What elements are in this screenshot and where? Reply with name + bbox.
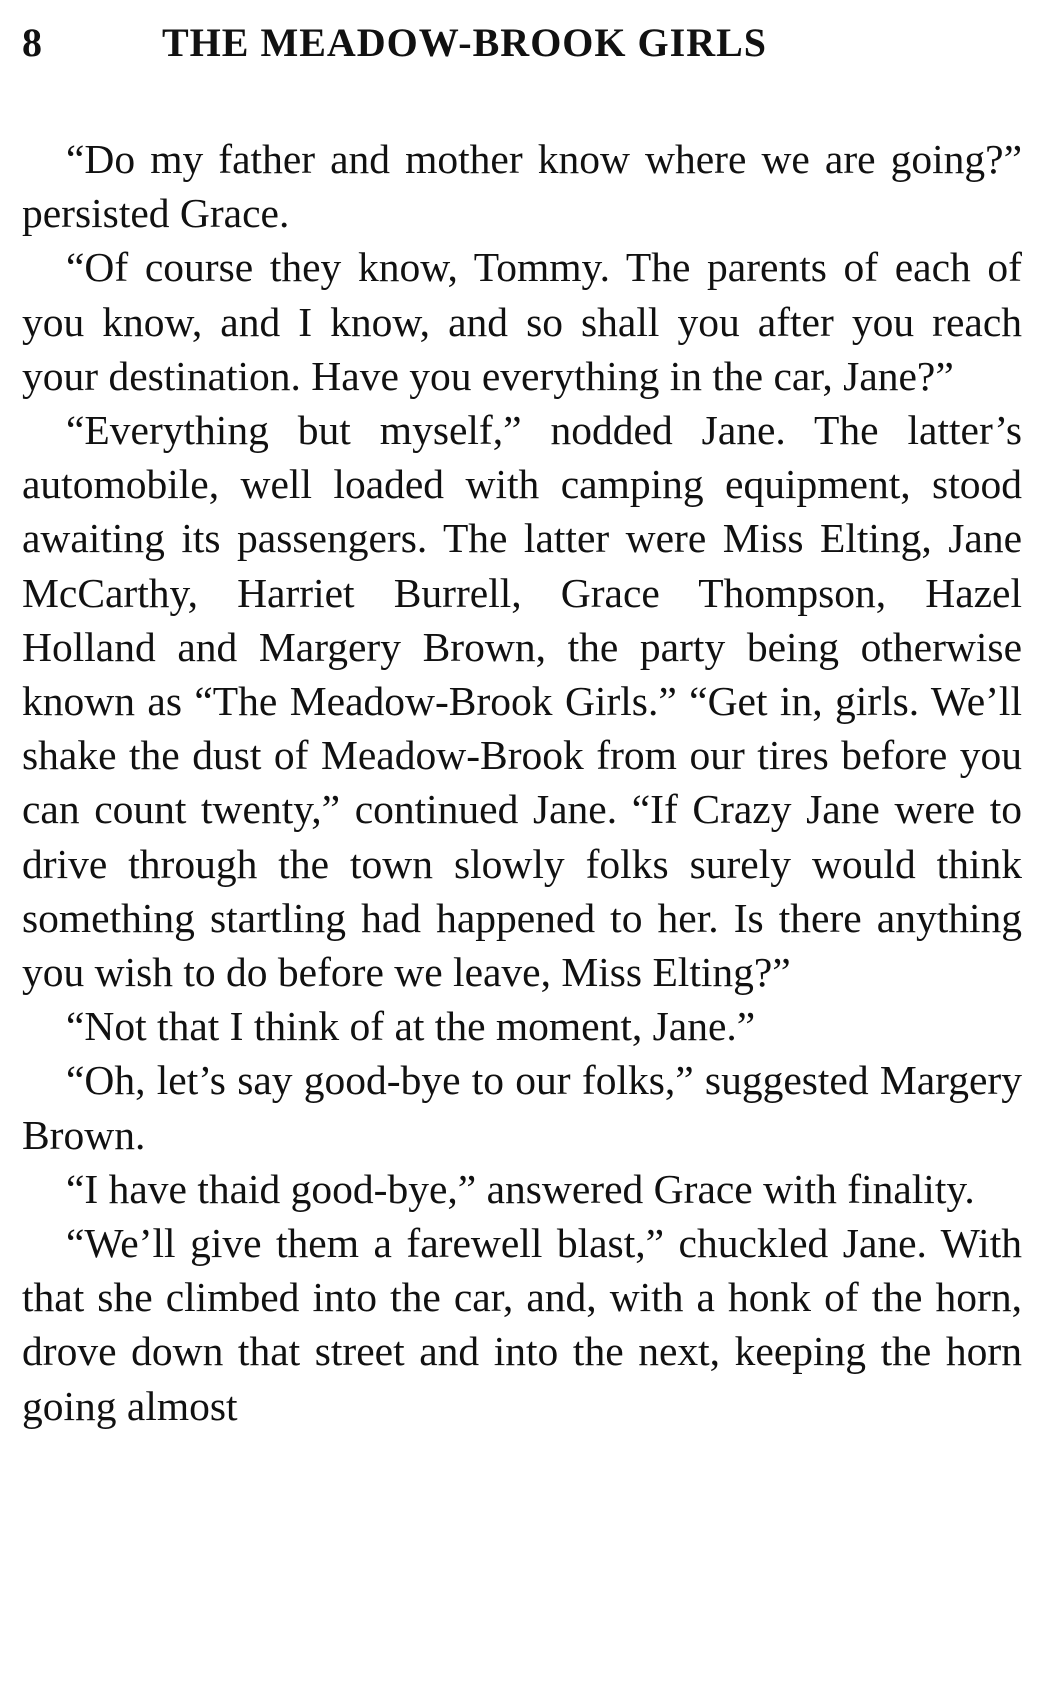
- body-text: [22, 132, 1022, 1433]
- paragraph-grace-question: “Do my father and mother know where we are going?” persisted Grace.: [22, 136, 1022, 237]
- book-page: [22, 12, 1022, 1433]
- running-title: THE MEADOW-BROOK GIRLS: [162, 20, 768, 65]
- paragraph-say-good-bye: “Oh, let’s say good-bye to our folks,” suggested Margery Brown.: [22, 1057, 1022, 1158]
- paragraph-farewell-blast: “We’ll give them a farewell blast,” chuckled Jane. With that she climbed into the car, and, with a honk of the horn, drove down that street and into the next, keeping the horn going almost: [22, 1220, 1022, 1429]
- paragraph-everything-but-myself: “Everything but myself,” nodded Jane. The latter’s automobile, well loaded with camping equipment, stood awaiting its passengers. The latter were Miss Elting, Jane McCarthy, Harriet Burrell, Grace Thompson, Hazel Holland and Margery Brown, the party being otherwise known as “The Meadow-Brook Girls.” “Get in, girls. We’ll shake the dust of Meadow-Brook from our tires before you can count twenty,” continued Jane. “If Crazy Jane were to drive through the town slowly folks surely would think something startling had happened to her. Is there anything you wish to do before we leave, Miss Elting?”: [22, 407, 1022, 996]
- paragraph-not-that-i-think: “Not that I think of at the moment, Jane.”: [66, 1003, 756, 1050]
- paragraph-of-course: “Of course they know, Tommy. The parents of each of you know, and I know, and so shall you after you reach your destination. Have you everything in the car, Jane?”: [22, 244, 1022, 399]
- running-head: [22, 12, 1022, 74]
- paragraph-thaid-good-bye: “I have thaid good-bye,” answered Grace with finality.: [66, 1165, 975, 1212]
- page-number: 8: [22, 20, 43, 65]
